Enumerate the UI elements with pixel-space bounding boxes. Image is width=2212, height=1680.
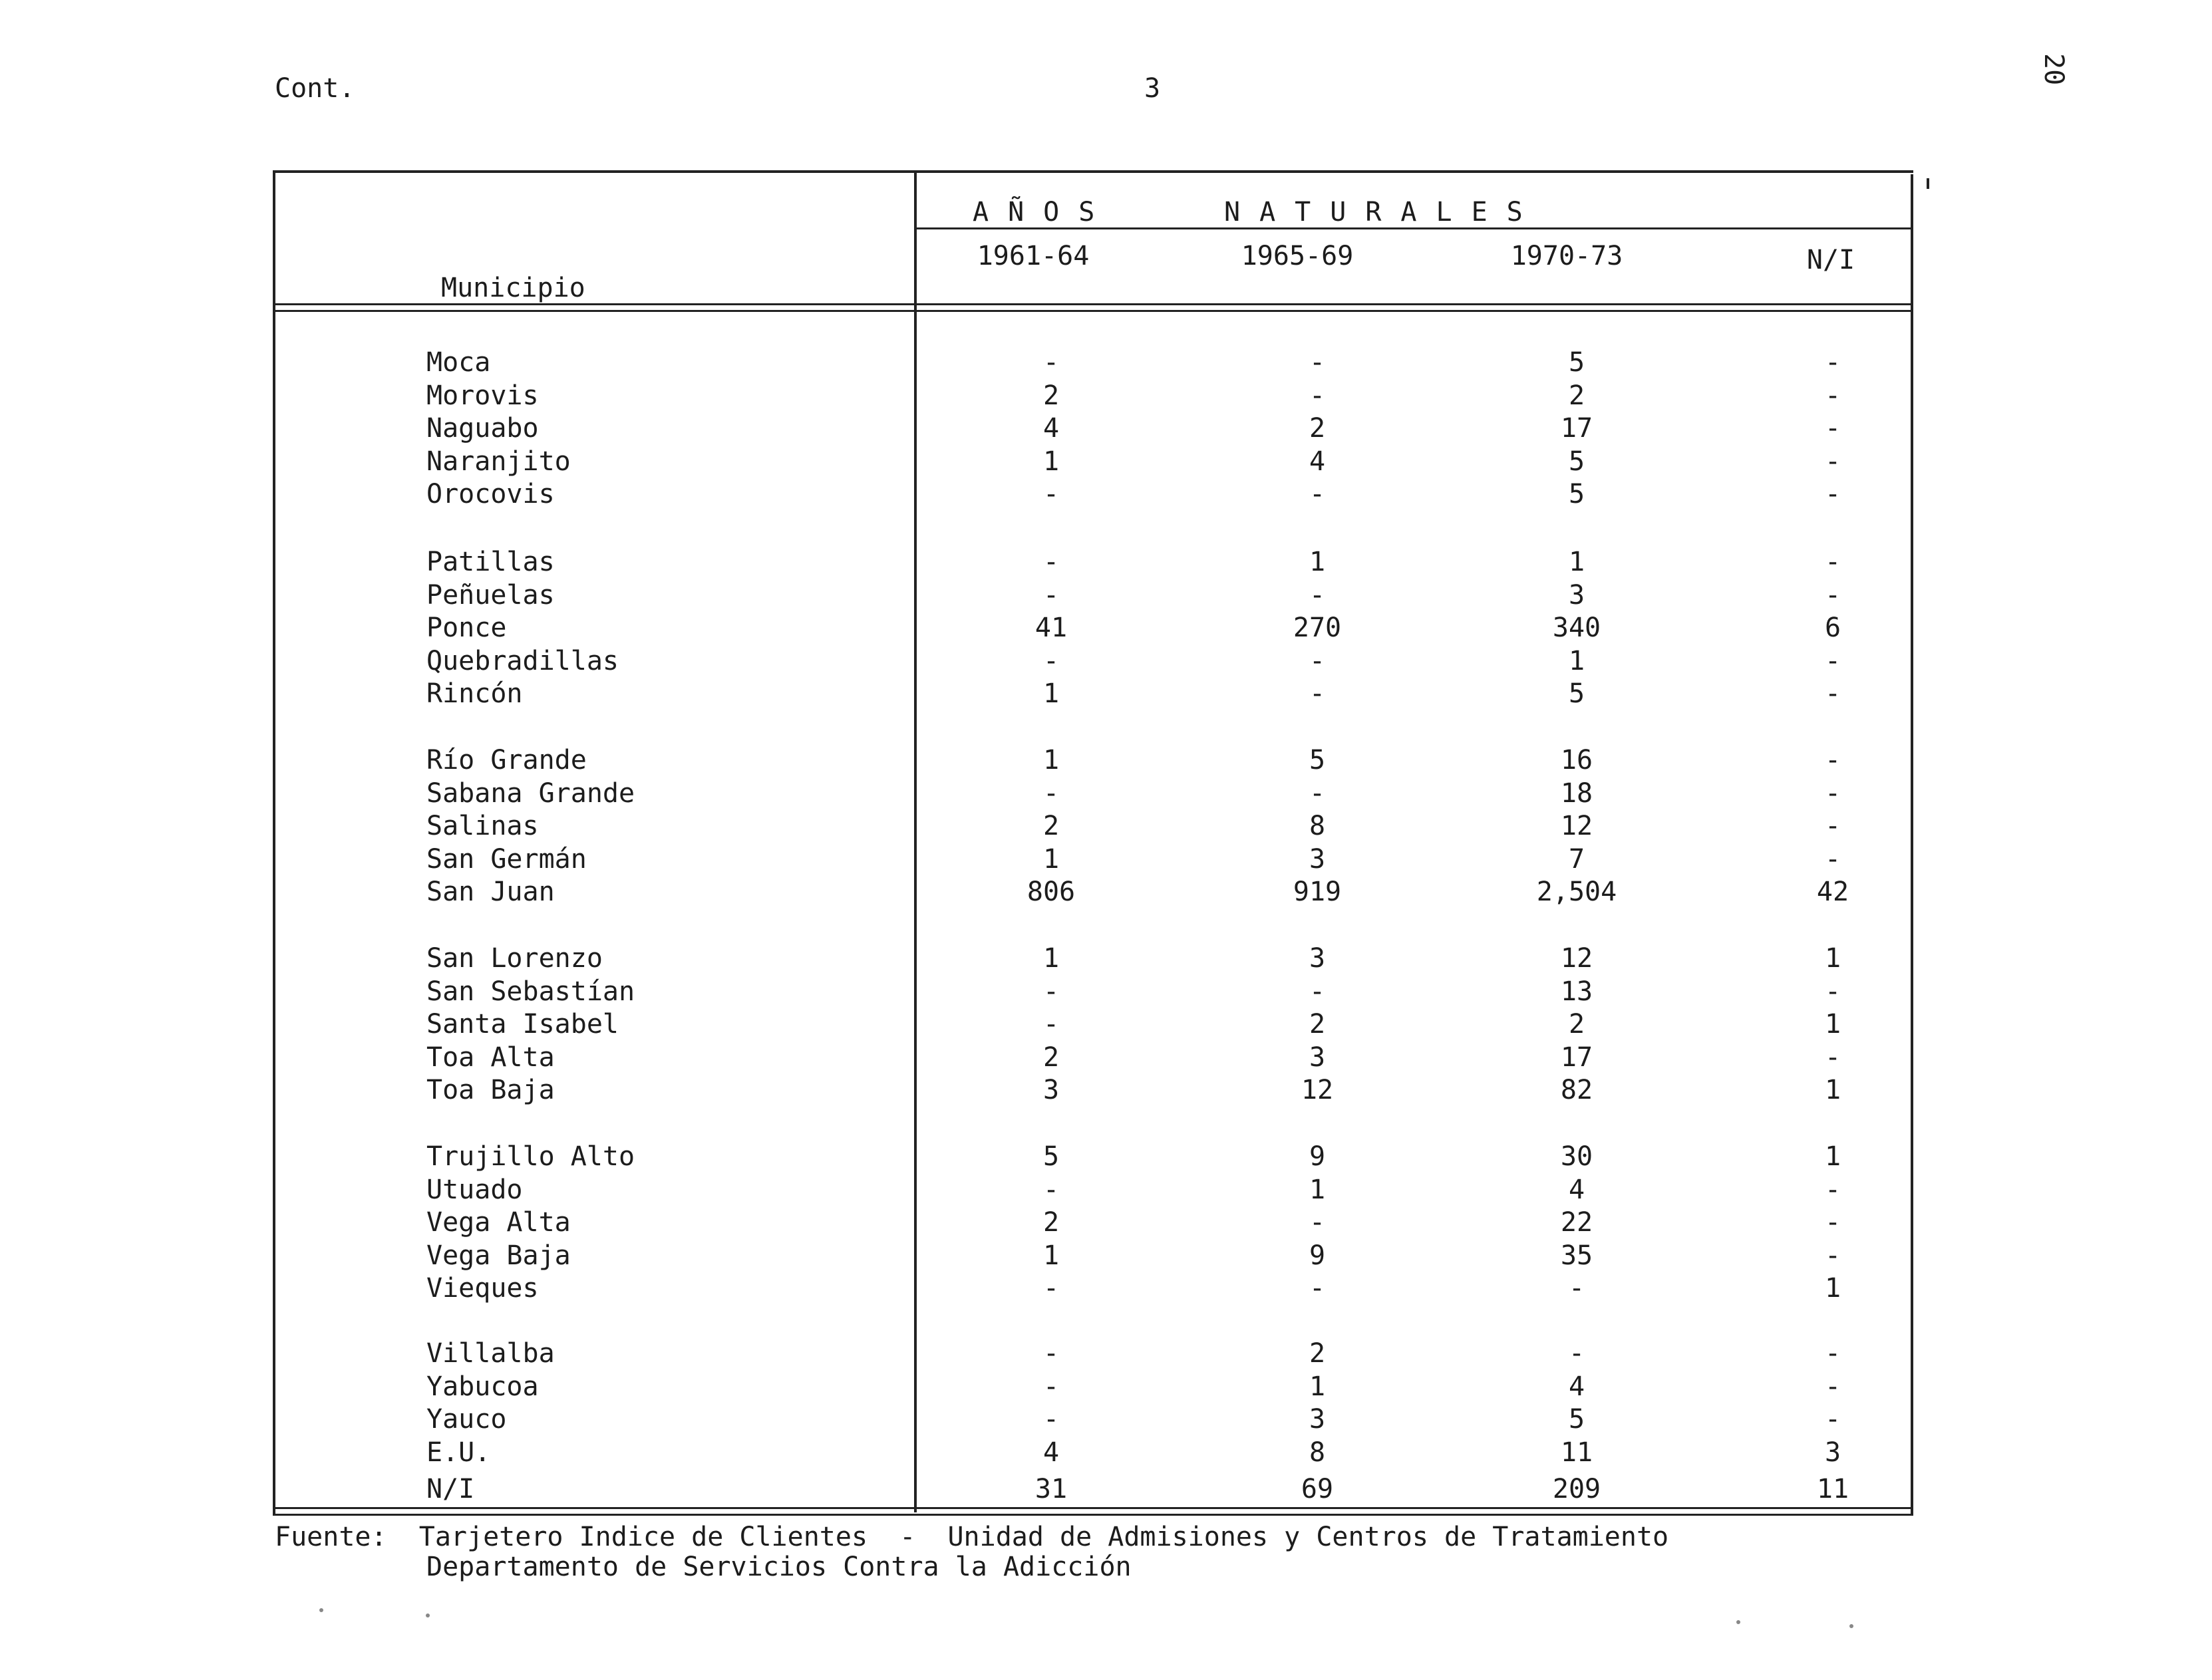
- table-row: [0, 1273, 2212, 1306]
- table-cell: 12: [1560, 943, 1593, 974]
- table-cell: -: [1824, 777, 1841, 809]
- table-cell: -: [1824, 347, 1841, 378]
- table-cell: -: [1309, 380, 1326, 411]
- table-cell: 2: [1042, 380, 1060, 411]
- table-cell: -: [1568, 1338, 1585, 1369]
- table-cell: -: [1309, 645, 1326, 676]
- table-row: [0, 1437, 2212, 1470]
- table-cell: 1: [1042, 446, 1060, 477]
- table-row: [0, 413, 2212, 446]
- municipio-name: Peñuelas: [426, 579, 555, 611]
- municipio-name: Vega Alta: [426, 1207, 571, 1238]
- table-cell: -: [1042, 547, 1060, 577]
- table-cell: 1: [1309, 547, 1326, 577]
- table-cell: -: [1824, 811, 1841, 841]
- table-cell: 8: [1309, 1437, 1326, 1468]
- table-cell: 3: [1824, 1437, 1841, 1468]
- municipio-name: Yabucoa: [426, 1371, 539, 1402]
- municipio-name: Santa Isabel: [426, 1009, 619, 1040]
- table-cell: -: [1309, 347, 1326, 378]
- municipio-name: San Germán: [426, 843, 587, 875]
- table-row: [0, 1009, 2212, 1042]
- table-cell: 2,504: [1536, 877, 1617, 907]
- table-row: [0, 1338, 2212, 1371]
- table-cell: -: [1824, 745, 1841, 775]
- municipio-name: Salinas: [426, 811, 539, 841]
- table-cell: -: [1824, 976, 1841, 1007]
- municipio-name: Trujillo Alto: [426, 1141, 635, 1172]
- table-cell: 9: [1309, 1240, 1326, 1271]
- table-row: [0, 1474, 2212, 1507]
- table-cell: 270: [1293, 613, 1342, 643]
- table-cell: 1: [1568, 547, 1585, 577]
- table-cell: -: [1568, 1273, 1585, 1304]
- table-cell: -: [1824, 1371, 1841, 1402]
- municipio-name: Ponce: [426, 613, 507, 643]
- table-cell: 1: [1824, 1273, 1841, 1304]
- municipio-name: Rincón: [426, 678, 523, 709]
- municipio-name: N/I: [426, 1474, 475, 1504]
- municipio-name: Toa Alta: [426, 1042, 555, 1073]
- table-cell: -: [1309, 1207, 1326, 1238]
- table-row: [0, 1141, 2212, 1175]
- table-cell: -: [1824, 843, 1841, 875]
- table-cell: 4: [1309, 446, 1326, 477]
- municipio-name: Vieques: [426, 1273, 539, 1304]
- table-cell: 2: [1042, 1042, 1060, 1073]
- municipio-name: Vega Baja: [426, 1240, 571, 1271]
- municipio-name: Río Grande: [426, 745, 587, 775]
- natural-header: NATURALES: [1224, 197, 1542, 227]
- table-cell: 5: [1568, 479, 1585, 509]
- table-cell: 12: [1301, 1075, 1334, 1105]
- table-cell: 4: [1042, 413, 1060, 444]
- table-cell: 82: [1560, 1075, 1593, 1105]
- table-row: [0, 1175, 2212, 1208]
- table-cell: 2: [1309, 1338, 1326, 1369]
- table-row: [0, 1240, 2212, 1274]
- scan-speck: [1849, 1624, 1853, 1628]
- table-row: [0, 479, 2212, 512]
- table-cell: 3: [1309, 1042, 1326, 1073]
- table-cell: 806: [1027, 877, 1076, 907]
- column-header-1965-69: 1965-69: [1241, 241, 1354, 271]
- table-cell: 3: [1309, 843, 1326, 875]
- municipio-name: Quebradillas: [426, 645, 619, 676]
- table-cell: 2: [1309, 413, 1326, 444]
- table-cell: -: [1042, 1174, 1060, 1205]
- table-cell: -: [1309, 976, 1326, 1007]
- table-row: [0, 613, 2212, 646]
- table-cell: 17: [1560, 1042, 1593, 1073]
- page-number: 3: [1144, 73, 1161, 104]
- table-row: [0, 547, 2212, 580]
- table-row: [0, 446, 2212, 480]
- table-cell: -: [1824, 678, 1841, 709]
- table-row: [0, 678, 2212, 712]
- table-cell: 2: [1042, 811, 1060, 841]
- table-cell: -: [1824, 1240, 1841, 1271]
- table-cell: -: [1824, 1404, 1841, 1435]
- table-top-border: [273, 170, 1913, 173]
- table-row: [0, 580, 2212, 613]
- table-cell: 1: [1042, 843, 1060, 875]
- table-cell: -: [1309, 479, 1326, 509]
- table-cell: 5: [1568, 1404, 1585, 1435]
- table-cell: 1: [1042, 943, 1060, 974]
- table-cell: 3: [1309, 1404, 1326, 1435]
- municipio-name: Naguabo: [426, 413, 539, 444]
- side-page-number: 20: [2038, 53, 2069, 86]
- scan-mark: [1927, 178, 1929, 189]
- table-cell: 4: [1568, 1371, 1585, 1402]
- table-cell: -: [1309, 678, 1326, 709]
- table-cell: 2: [1042, 1207, 1060, 1238]
- municipio-header: Municipio: [441, 273, 585, 303]
- years-underline: [917, 227, 1913, 229]
- table-cell: -: [1042, 479, 1060, 509]
- municipio-name: E.U.: [426, 1437, 491, 1468]
- table-cell: 41: [1034, 613, 1068, 643]
- header-double-rule-1: [273, 303, 1913, 305]
- table-cell: 3: [1568, 579, 1585, 611]
- table-cell: 1: [1309, 1371, 1326, 1402]
- table-row: [0, 1207, 2212, 1240]
- table-cell: -: [1309, 777, 1326, 809]
- table-cell: 209: [1552, 1474, 1601, 1504]
- table-cell: -: [1824, 1174, 1841, 1205]
- table-cell: -: [1824, 413, 1841, 444]
- bottom-double-rule-2: [273, 1514, 1913, 1516]
- municipio-name: Utuado: [426, 1174, 523, 1205]
- table-cell: 16: [1560, 745, 1593, 775]
- table-cell: 3: [1309, 943, 1326, 974]
- municipio-name: Patillas: [426, 547, 555, 577]
- table-cell: 5: [1568, 446, 1585, 477]
- continuation-label: Cont.: [275, 73, 355, 104]
- table-row: [0, 646, 2212, 679]
- municipio-name: Villalba: [426, 1338, 555, 1369]
- table-cell: 13: [1560, 976, 1593, 1007]
- table-row: [0, 976, 2212, 1010]
- table-cell: 18: [1560, 777, 1593, 809]
- table-cell: 2: [1309, 1009, 1326, 1040]
- table-cell: 42: [1816, 877, 1849, 907]
- table-cell: -: [1309, 579, 1326, 611]
- table-cell: -: [1042, 347, 1060, 378]
- scan-speck: [319, 1608, 323, 1612]
- column-header-ni: N/I: [1806, 245, 1855, 275]
- municipio-name: San Sebastían: [426, 976, 635, 1007]
- table-row: [0, 745, 2212, 778]
- table-cell: 4: [1042, 1437, 1060, 1468]
- table-cell: 1: [1309, 1174, 1326, 1205]
- table-row: [0, 1371, 2212, 1405]
- table-cell: -: [1042, 1338, 1060, 1369]
- table-cell: -: [1042, 976, 1060, 1007]
- table-cell: 1: [1824, 1075, 1841, 1105]
- table-cell: 1: [1568, 645, 1585, 676]
- table-cell: 69: [1301, 1474, 1334, 1504]
- table-cell: 5: [1042, 1141, 1060, 1172]
- table-cell: -: [1824, 547, 1841, 577]
- table-cell: 919: [1293, 877, 1342, 907]
- table-cell: 11: [1560, 1437, 1593, 1468]
- source-note-line-2: Departamento de Servicios Contra la Adicción: [426, 1552, 1132, 1582]
- table-row: [0, 1404, 2212, 1437]
- municipio-name: Sabana Grande: [426, 777, 635, 809]
- municipio-name: Naranjito: [426, 446, 571, 477]
- table-cell: -: [1042, 1273, 1060, 1304]
- table-cell: 4: [1568, 1174, 1585, 1205]
- table-cell: -: [1824, 479, 1841, 509]
- table-cell: 1: [1042, 745, 1060, 775]
- table-row: [0, 877, 2212, 910]
- table-cell: 2: [1568, 380, 1585, 411]
- table-cell: -: [1824, 645, 1841, 676]
- table-cell: 12: [1560, 811, 1593, 841]
- bottom-double-rule-1: [273, 1507, 1913, 1509]
- table-row: [0, 1042, 2212, 1075]
- table-cell: 31: [1034, 1474, 1068, 1504]
- table-cell: 1: [1042, 678, 1060, 709]
- years-header: AÑOS: [973, 197, 1114, 227]
- table-cell: 3: [1042, 1075, 1060, 1105]
- municipio-name: Orocovis: [426, 479, 555, 509]
- table-cell: 5: [1568, 678, 1585, 709]
- table-cell: 11: [1816, 1474, 1849, 1504]
- table-cell: -: [1824, 1042, 1841, 1073]
- table-cell: -: [1042, 1371, 1060, 1402]
- table-row: [0, 943, 2212, 976]
- table-cell: -: [1042, 777, 1060, 809]
- table-cell: -: [1309, 1273, 1326, 1304]
- table-cell: 30: [1560, 1141, 1593, 1172]
- table-row: [0, 778, 2212, 811]
- table-cell: -: [1824, 1338, 1841, 1369]
- table-cell: -: [1042, 645, 1060, 676]
- table-cell: -: [1824, 446, 1841, 477]
- table-cell: 1: [1824, 943, 1841, 974]
- table-cell: -: [1042, 579, 1060, 611]
- municipio-name: San Lorenzo: [426, 943, 603, 974]
- table-cell: 1: [1824, 1141, 1841, 1172]
- municipio-name: San Juan: [426, 877, 555, 907]
- table-cell: 1: [1042, 1240, 1060, 1271]
- table-cell: 7: [1568, 843, 1585, 875]
- table-cell: 8: [1309, 811, 1326, 841]
- column-header-1961-64: 1961-64: [977, 241, 1090, 271]
- header-double-rule-2: [273, 310, 1913, 312]
- municipio-name: Yauco: [426, 1404, 507, 1435]
- table-row: [0, 1075, 2212, 1108]
- table-cell: 22: [1560, 1207, 1593, 1238]
- table-cell: -: [1824, 1207, 1841, 1238]
- table-row: [0, 380, 2212, 414]
- table-row: [0, 811, 2212, 844]
- source-note-line-1: Fuente: Tarjetero Indice de Clientes - Unidad de Admisiones y Centros de Tratamiento: [275, 1522, 1669, 1552]
- table-cell: -: [1042, 1009, 1060, 1040]
- scan-speck: [1736, 1620, 1740, 1624]
- table-cell: 9: [1309, 1141, 1326, 1172]
- table-row: [0, 347, 2212, 380]
- municipio-name: Toa Baja: [426, 1075, 555, 1105]
- table-cell: -: [1042, 1404, 1060, 1435]
- table-cell: -: [1824, 579, 1841, 611]
- table-cell: 1: [1824, 1009, 1841, 1040]
- table-cell: 340: [1552, 613, 1601, 643]
- table-cell: 35: [1560, 1240, 1593, 1271]
- table-cell: 6: [1824, 613, 1841, 643]
- municipio-name: Morovis: [426, 380, 539, 411]
- municipio-name: Moca: [426, 347, 491, 378]
- column-header-1970-73: 1970-73: [1510, 241, 1623, 271]
- table-cell: 5: [1309, 745, 1326, 775]
- table-cell: 5: [1568, 347, 1585, 378]
- table-cell: -: [1824, 380, 1841, 411]
- scan-speck: [426, 1613, 430, 1617]
- table-cell: 17: [1560, 413, 1593, 444]
- table-cell: 2: [1568, 1009, 1585, 1040]
- table-row: [0, 844, 2212, 877]
